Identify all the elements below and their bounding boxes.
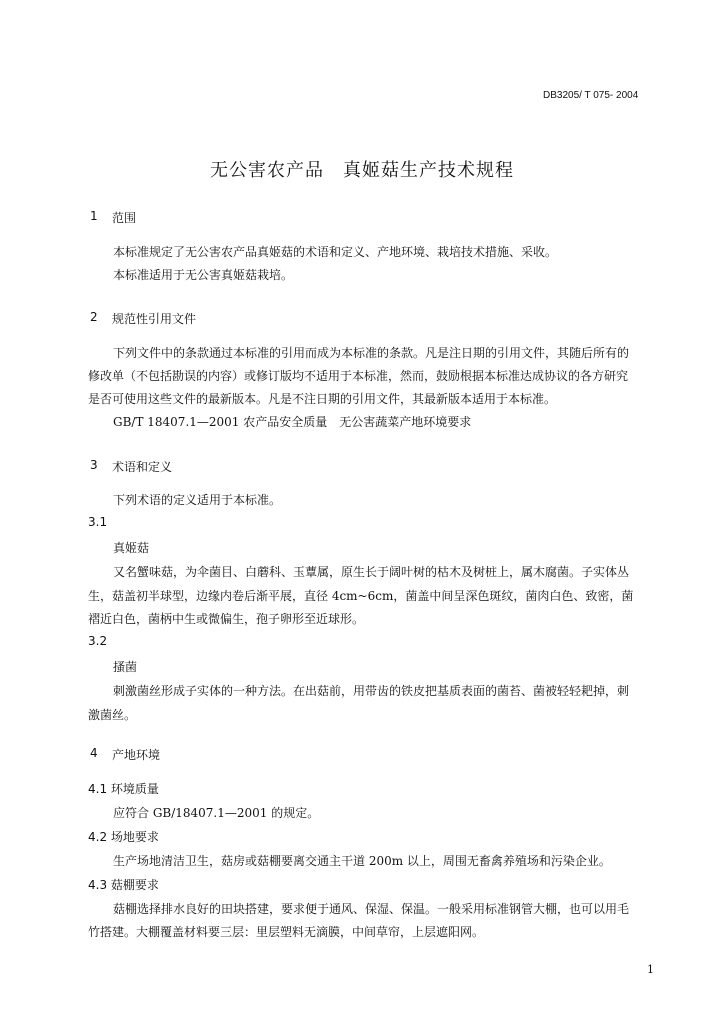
definition-line: 刺激菌丝形成子实体的一种方法。在出菇前，用带齿的铁皮把基质表面的菌苔、菌被轻轻耙掉，刺: [113, 684, 630, 698]
subclause-heading: [88, 828, 159, 845]
section-title: 范围: [112, 211, 137, 225]
subclause-heading: [88, 780, 159, 797]
subclause-number: 3.1: [88, 515, 108, 529]
subclause-heading: [88, 876, 159, 893]
section-title: 术语和定义: [112, 460, 173, 474]
standard-number: DB3205/ T 075- 2004: [543, 90, 639, 101]
subclause-title: 场地要求: [110, 830, 159, 844]
definition-line: 褶近白色，菌柄中生或微偏生，孢子卵形至近球形。: [88, 612, 365, 626]
definition-line: 生，菇盖初半球型，边缘内卷后渐平展，直径 4cm~6cm，菌盖中间呈深色斑纹，菌肉白色、致密，菌: [88, 589, 634, 603]
paragraph-line: 竹搭建。大棚覆盖材料要三层：里层塑料无滴膜，中间草帘，上层遮阳网。: [88, 925, 485, 939]
subclause-number: 4.1: [88, 782, 108, 796]
paragraph-line: 修改单（不包括勘误的内容）或修订版均不适用于本标准，然而，鼓励根据本标准达成协议的各方研究: [88, 369, 629, 383]
term-name: 搔菌: [113, 660, 138, 674]
section-title: 规范性引用文件: [112, 312, 197, 326]
paragraph: 本标准适用于无公害真姬菇栽培。: [113, 268, 294, 282]
paragraph: 生产场地清洁卫生，菇房或菇棚要离交通主干道 200m 以上，周围无畜禽养殖场和污染企业。: [113, 854, 611, 868]
paragraph: 本标准规定了无公害农产品真姬菇的术语和定义、产地环境、栽培技术措施、采收。: [113, 245, 558, 259]
subclause-number: 3.2: [88, 634, 108, 648]
section-number: 3: [90, 458, 98, 472]
paragraph-line: 是否可使用这些文件的最新版本。凡是不注日期的引用文件，其最新版本适用于本标准。: [88, 392, 557, 406]
definition-line: 激菌丝。: [88, 708, 137, 722]
subclause-number: 4.3: [88, 878, 108, 892]
paragraph-line: 菇棚选择排水良好的田块搭建，要求便于通风、保湿、保温。一般采用标准钢管大棚，也可以用毛: [113, 902, 630, 916]
section-title: 产地环境: [112, 748, 161, 762]
document-title: 无公害农产品 真姬菇生产技术规程: [210, 160, 514, 181]
page-number: 1: [647, 963, 654, 976]
paragraph: 应符合 GB/18407.1—2001 的规定。: [113, 806, 320, 820]
term-name: 真姬菇: [113, 541, 150, 555]
section-number: 4: [90, 746, 98, 760]
subclause-title: 菇棚要求: [110, 878, 159, 892]
section-number: 1: [90, 209, 98, 223]
normative-reference: GB/T 18407.1—2001 农产品安全质量 无公害蔬菜产地环境要求: [113, 415, 472, 429]
section-number: 2: [90, 310, 98, 324]
subclause-title: 环境质量: [110, 782, 159, 796]
subclause-number: 4.2: [88, 830, 108, 844]
paragraph: 下列术语的定义适用于本标准。: [113, 493, 282, 507]
definition-line: 又名蟹味菇，为伞菌目、白蘑科、玉蕈属，原生长于阔叶树的枯木及树桩上，属木腐菌。子实体丛: [113, 565, 630, 579]
paragraph-line: 下列文件中的条款通过本标准的引用而成为本标准的条款。凡是注日期的引用文件，其随后所有的: [113, 346, 630, 360]
